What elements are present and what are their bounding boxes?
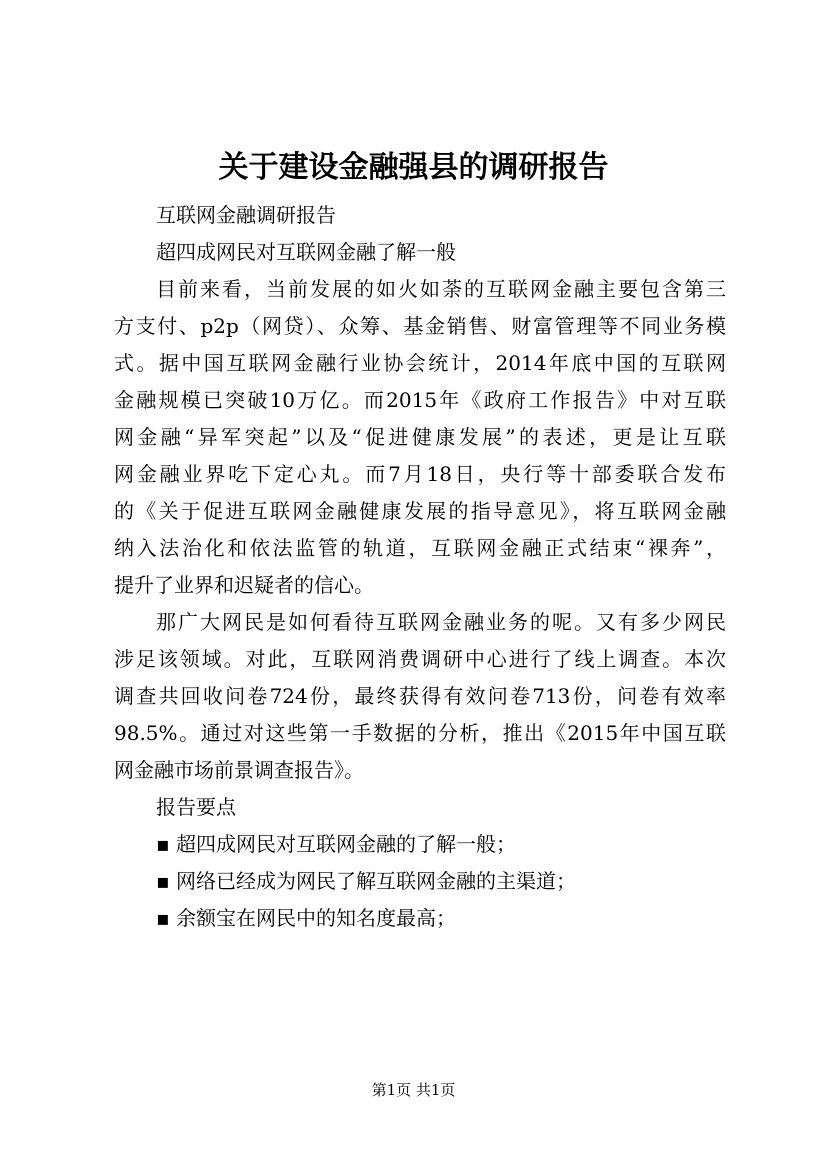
- paragraph-line: 网金融市场前景调查报告》。: [114, 758, 364, 782]
- subtitle-line: 互联网金融调研报告: [156, 203, 336, 227]
- paragraph-line: 涉足该领域。对此，互联网消费调研中心进行了线上调查。本次: [114, 647, 726, 671]
- paragraph: [114, 604, 726, 789]
- paragraph-line: 方支付、p2p（网贷）、众筹、基金销售、财富管理等不同业务模: [114, 314, 726, 338]
- paragraph-line: 提升了业界和迟疑者的信心。: [114, 573, 374, 597]
- bullet-icon: ▪: [156, 906, 170, 930]
- paragraph-line: 那广大网民是如何看待互联网金融业务的呢。又有多少网民: [156, 610, 726, 634]
- paragraph-line: 调查共回收问卷724份，最终获得有效问卷713份，问卷有效率: [114, 684, 726, 708]
- list-item: [114, 900, 726, 937]
- list-item-text: 超四成网民对互联网金融的了解一般；: [176, 832, 516, 856]
- paragraph-line: 目前来看，当前发展的如火如荼的互联网金融主要包含第三: [156, 277, 726, 301]
- key-points-heading: 报告要点: [156, 795, 236, 819]
- subtitle-line: 超四成网民对互联网金融了解一般: [156, 240, 456, 264]
- bullet-icon: ▪: [156, 832, 170, 856]
- key-points-list: [114, 826, 726, 937]
- paragraph-line: 网金融“异军突起”以及“促进健康发展”的表述，更是让互联: [114, 425, 726, 449]
- paragraph: [114, 271, 726, 604]
- document-body: [114, 197, 726, 937]
- paragraph-line: 网金融业界吃下定心丸。而7月18日，央行等十部委联合发布: [114, 462, 726, 486]
- paragraph-line: 纳入法治化和依法监管的轨道，互联网金融正式结束“裸奔”，: [114, 536, 726, 560]
- list-item-text: 网络已经成为网民了解互联网金融的主渠道；: [176, 869, 576, 893]
- paragraph-line: 的《关于促进互联网金融健康发展的指导意见》，将互联网金融: [114, 499, 726, 523]
- bullet-icon: ▪: [156, 869, 170, 893]
- paragraph-line: 金融规模已突破10万亿。而2015年《政府工作报告》中对互联: [114, 388, 726, 412]
- paragraph-line: 98.5%。通过对这些第一手数据的分析，推出《2015年中国互联: [114, 721, 726, 745]
- document-title: 关于建设金融强县的调研报告: [218, 150, 609, 185]
- list-item-text: 余额宝在网民中的知名度最高；: [176, 906, 456, 930]
- page-footer: 第1页 共1页: [371, 1081, 456, 1099]
- paragraph-line: 式。据中国互联网金融行业协会统计，2014年底中国的互联网: [114, 351, 726, 375]
- list-item: [114, 826, 726, 863]
- list-item: [114, 863, 726, 900]
